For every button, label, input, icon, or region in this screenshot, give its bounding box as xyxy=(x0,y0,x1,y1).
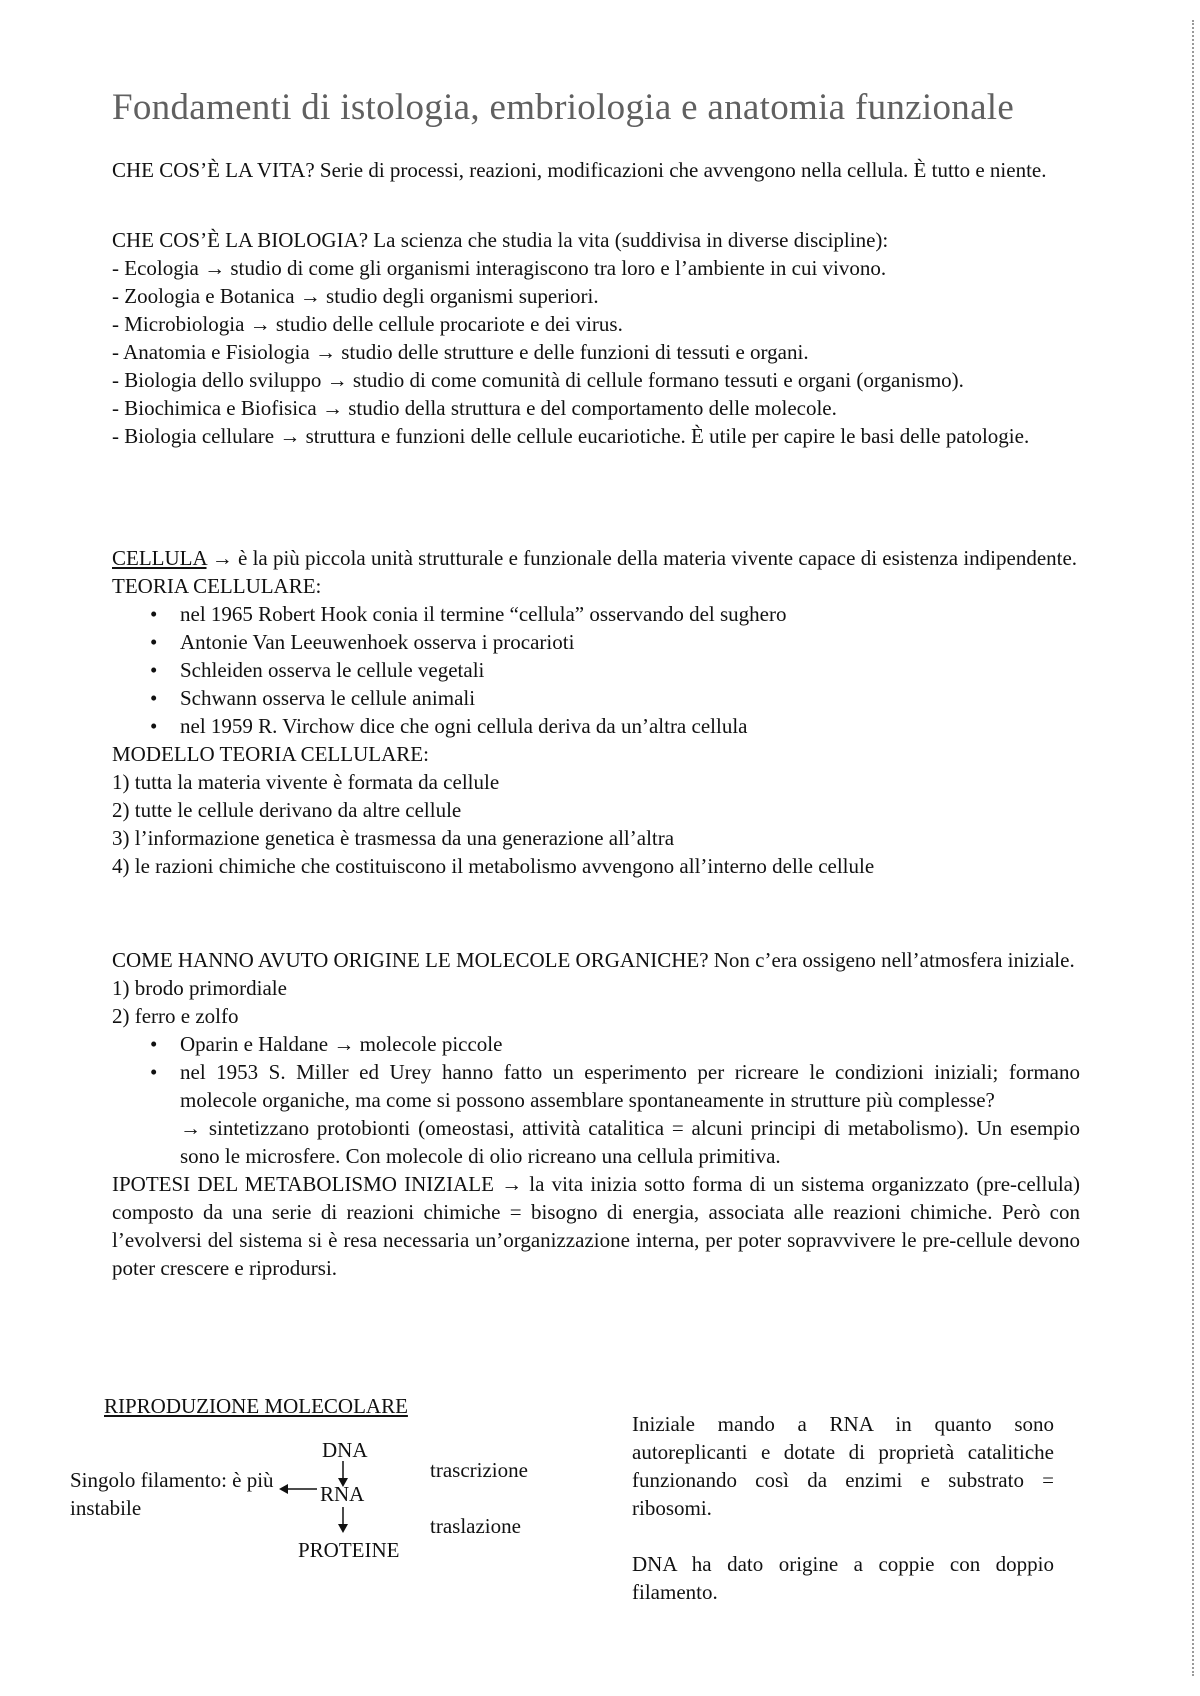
ipotesi-paragraph: IPOTESI DEL METABOLISMO INIZIALE → la vita inizia sotto forma di un sistema organizzato (pre-cellula) composto da una serie di reazioni chimiche = bisogno di energia, associata alle reazioni chimiche. Però con l’evolversi del sistema si è resa necessaria un’organizzazione interna, per poter sopravvivere le pre-cellule devono poter crescere e riprodursi. xyxy=(112,1172,1080,1280)
list-item: - Biologia cellulare → struttura e funzioni delle cellule eucariotiche. È utile per capire le basi delle patologie. xyxy=(112,424,1030,448)
list-item: - Biologia dello sviluppo → studio di come comunità di cellule formano tessuti e organi (organismo). xyxy=(112,368,964,392)
cellula-label: CELLULA xyxy=(112,546,207,570)
list-item: • Schleiden osserva le cellule vegetali xyxy=(112,656,1080,684)
riproduzione-heading: RIPRODUZIONE MOLECOLARE xyxy=(104,1394,408,1418)
list-item: - Zoologia e Botanica → studio degli organismi superiori. xyxy=(112,284,599,308)
list-item: 3) l’informazione genetica è trasmessa da una generazione all’altra xyxy=(112,826,675,850)
arrow-down-icon xyxy=(336,1506,350,1534)
dna-label: DNA xyxy=(322,1438,368,1462)
rna-note: Iniziale mando a RNA in quanto sono autoreplicanti e dotate di proprietà catalitiche funzionando così da enzimi e substrato = ribosomi. xyxy=(632,1412,1054,1520)
list-item: - Microbiologia → studio delle cellule procariote e dei virus. xyxy=(112,312,623,336)
list-item: 1) brodo primordiale xyxy=(112,976,287,1000)
origine-intro: COME HANNO AVUTO ORIGINE LE MOLECOLE ORGANICHE? Non c’era ossigeno nell’atmosfera iniziale. xyxy=(112,948,1075,972)
singolo-filamento-note: Singolo filamento: è più instabile xyxy=(70,1468,274,1520)
list-item: • Oparin e Haldane → molecole piccole xyxy=(112,1030,1080,1058)
cellula-section xyxy=(112,544,1080,880)
list-item: • Schwann osserva le cellule animali xyxy=(112,684,1080,712)
origine-bullets xyxy=(112,1030,1080,1114)
list-item: • Antonie Van Leeuwenhoek osserva i procarioti xyxy=(112,628,1080,656)
protobionti-note: → sintetizzano protobionti (omeostasi, attività catalitica = alcuni principi di metabolismo). Un esempio sono le microsfere. Con molecole di olio ricreano una cellula primitiva. xyxy=(180,1116,1080,1168)
traslazione-label: traslazione xyxy=(430,1514,521,1538)
list-item: 2) ferro e zolfo xyxy=(112,1004,239,1028)
page-title: Fondamenti di istologia, embriologia e anatomia funzionale xyxy=(112,87,1015,128)
dna-note: DNA ha dato origine a coppie con doppio filamento. xyxy=(632,1552,1054,1604)
list-item: • nel 1959 R. Virchow dice che ogni cellula deriva da un’altra cellula xyxy=(112,712,1080,740)
list-item: - Biochimica e Biofisica → studio della struttura e del comportamento delle molecole. xyxy=(112,396,837,420)
vita-paragraph: CHE COS’È LA VITA? Serie di processi, reazioni, modificazioni che avvengono nella cellula. È tutto e niente. xyxy=(112,158,1047,182)
teoria-list xyxy=(112,600,1080,740)
list-item: - Ecologia → studio di come gli organismi interagiscono tra loro e l’ambiente in cui vivono. xyxy=(112,256,887,280)
biologia-intro: CHE COS’È LA BIOLOGIA? La scienza che studia la vita (suddivisa in diverse discipline): xyxy=(112,228,889,252)
list-item: • nel 1965 Robert Hook conia il termine “cellula” osservando del sughero xyxy=(112,600,1080,628)
proteine-label: PROTEINE xyxy=(298,1538,400,1562)
biologia-section xyxy=(112,226,1080,450)
teoria-heading: TEORIA CELLULARE: xyxy=(112,574,322,598)
modello-list xyxy=(112,768,1080,880)
list-item: • nel 1953 S. Miller ed Urey hanno fatto un esperimento per ricreare le condizioni iniziali; formano molecole organiche, ma come si possono assemblare spontaneamente in strutture più complesse? xyxy=(112,1058,1080,1114)
list-item: 4) le razioni chimiche che costituiscono il metabolismo avvengono all’interno delle cellule xyxy=(112,854,875,878)
page-edge-dots xyxy=(1192,20,1194,1676)
list-item: 2) tutte le cellule derivano da altre cellule xyxy=(112,798,462,822)
arrow-left-icon xyxy=(278,1482,318,1496)
list-item: - Anatomia e Fisiologia → studio delle strutture e delle funzioni di tessuti e organi. xyxy=(112,340,809,364)
modello-heading: MODELLO TEORIA CELLULARE: xyxy=(112,742,429,766)
origine-section xyxy=(112,946,1080,1282)
rna-label: RNA xyxy=(320,1482,365,1506)
trascrizione-label: trascrizione xyxy=(430,1458,528,1482)
biologia-list xyxy=(112,254,1080,450)
cellula-text: → è la più piccola unità strutturale e funzionale della materia vivente capace di esistenza indipendente. xyxy=(206,546,1078,570)
origine-list xyxy=(112,974,1080,1030)
riproduzione-right-notes xyxy=(632,1410,1054,1606)
list-item: 1) tutta la materia vivente è formata da cellule xyxy=(112,770,500,794)
cellula-definition xyxy=(112,544,1080,572)
